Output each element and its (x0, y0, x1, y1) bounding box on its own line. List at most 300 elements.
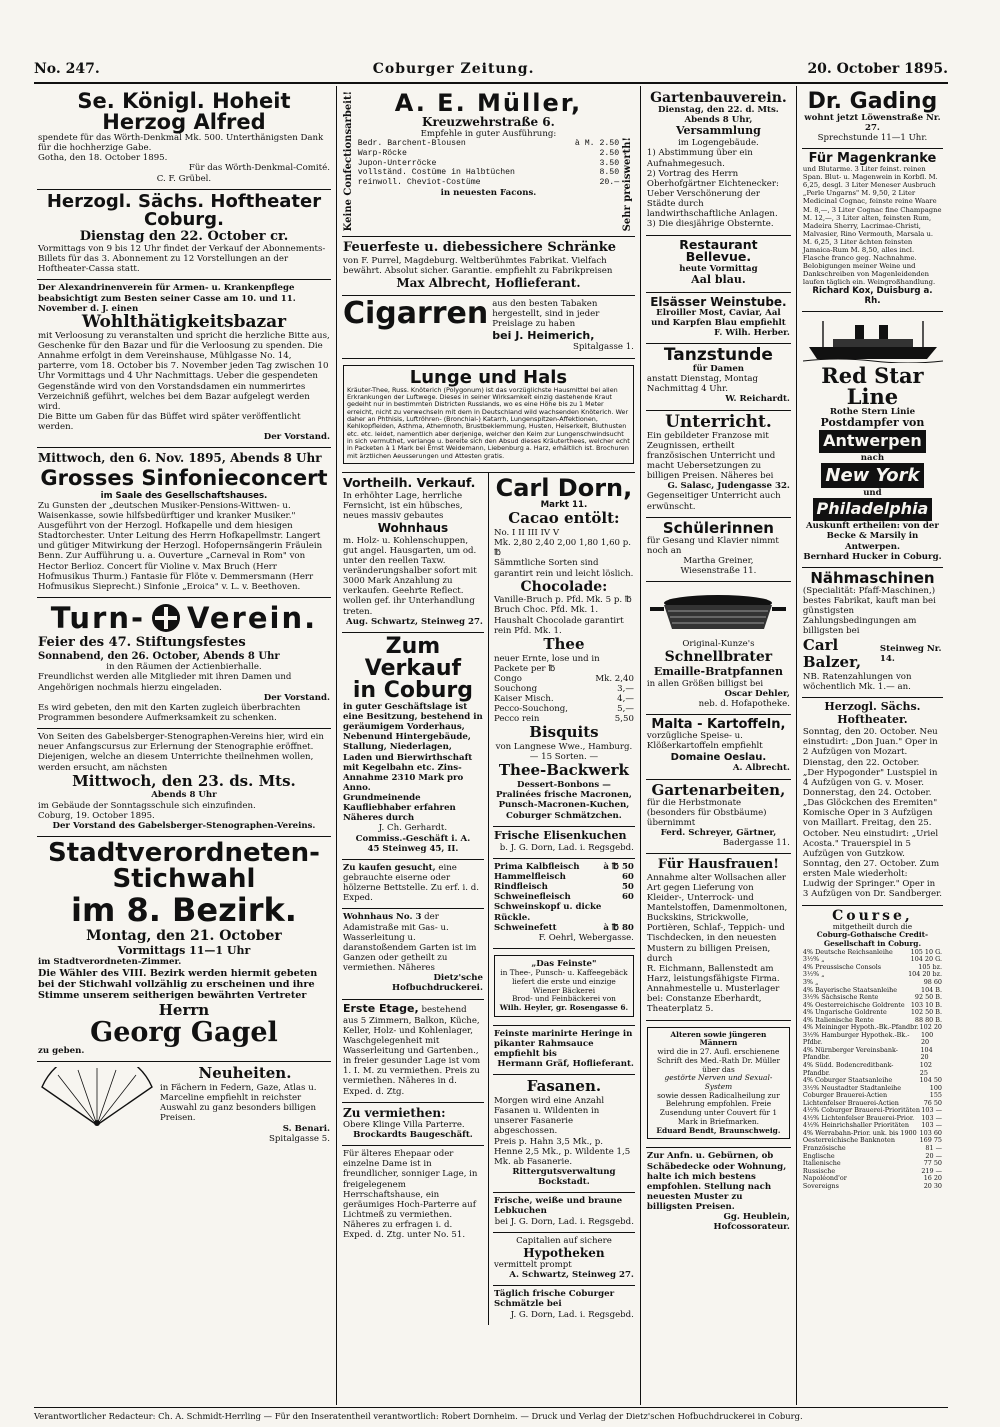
ad-signature: Wiesenstraße 11. (680, 566, 757, 577)
ad-name: bei J. Heimerich, (492, 328, 595, 342)
ad-dr-gading (802, 88, 943, 149)
ad-text: Aal blau. (691, 272, 746, 286)
ad-signature: A. Schwartz, Steinweg 27. (509, 1270, 634, 1281)
course-value: 76 50 (923, 1098, 942, 1107)
ad-title2: Hypotheken (523, 1245, 605, 1260)
ad-title: Zu kaufen gesucht, (342, 862, 436, 873)
ad-title: Lunge und Hals (409, 366, 568, 388)
ad-house: Wohnhaus (377, 521, 449, 536)
ad-neuheiten (37, 1062, 331, 1149)
column-1 (32, 86, 336, 1405)
ad-signature: Hermann Gräf, Hoflieferant. (497, 1059, 634, 1070)
bisc-text: von Langnese Wwe., Hamburg. — 15 Sorten. — (495, 742, 633, 763)
ad-date: Dienstag, den 22. d. Mts. Abends 8 Uhr, (658, 105, 779, 126)
course-value: 104 20 G. (910, 955, 942, 964)
ad-text: Die Bitte um Gaben für das Büffet wird später veröffentlicht werden. (38, 412, 301, 433)
ad-turnverein (37, 598, 331, 729)
course-value: 105 10 G. (910, 947, 942, 956)
ad-stenographen (37, 729, 331, 837)
ad-addr: Steinweg Nr. 14. (879, 644, 942, 665)
course-name: 4% Nürnberger Vereinsbank-Pfandbr. (802, 1045, 898, 1062)
ad-title: Vortheilh. Verkauf. (342, 475, 476, 491)
course-name: 4% Coburger Staatsanleihe (802, 1076, 893, 1085)
course-name: Englische (802, 1151, 835, 1160)
course-value: 219 — (921, 1166, 942, 1175)
ad-title: Frische Elisenkuchen (493, 828, 627, 842)
ad-title: im 8. Bezirk. (71, 890, 297, 929)
ad-text: Obere Klinge Villa Parterre. (342, 1119, 465, 1130)
ad-stichwahl (37, 837, 331, 1062)
ad-mueller (342, 88, 635, 237)
ad-text: Grundmeinende Kaufliebhaber erfahren Näheres durch (342, 793, 456, 824)
ad-signature: Martha Greiner, (683, 556, 754, 567)
ad-text: wird die in 27. Aufl. erschienene Schrift des Med.-Rath Dr. Müller über das (656, 1047, 781, 1074)
ad-event: Versammlung (676, 124, 761, 138)
ad-title: Course, (832, 907, 913, 924)
issue-date: 20. October 1895. (807, 61, 948, 77)
steamship-icon (803, 317, 943, 363)
ad-herrn: Herrn (158, 1000, 210, 1019)
ad-title: Capitalien auf sichere (516, 1235, 612, 1246)
ad-fleisch (493, 859, 635, 949)
column-2-left (342, 473, 489, 1324)
meat-row: Hammelfleisch 60 (493, 871, 634, 882)
meat-row: Schweinefett à ℔ 80 (493, 922, 634, 933)
course-name: 4% Italienische Rente (802, 1015, 874, 1024)
ad-bank: Coburg-Gothaische Credit-Gesellschaft in Coburg. (816, 930, 929, 949)
ad-addr: Kreuzwehrstraße 6. (422, 115, 555, 129)
ad-addr: Markt 11. (540, 500, 588, 511)
ad-erste-etage (342, 1000, 484, 1103)
masthead (34, 58, 948, 80)
cacao-title: Cacao entölt: (508, 509, 620, 528)
ad-text: Für älteres Ehepaar oder einzelne Dame ist in freundlicher, sonniger Lage, in freigelegenem Herrschaftshause, ein geräumiges Hoch-Parterre auf Lichtmeß zu vermiethen. (342, 1149, 478, 1220)
ad-text: Elroiller Most, Caviar, Aal und Karpfen Blau empfiehlt (651, 307, 786, 328)
ad-lunge-hals (342, 359, 635, 474)
ad-title: Neuheiten. (198, 1064, 292, 1083)
ad-text: NB. Ratenzahlungen von wöchentlich Mk. 1.— an. (802, 671, 912, 693)
paper-title: Coburger Zeitung. (372, 61, 535, 77)
course-name: Lichtenfelser Brauerei-Actien (802, 1098, 899, 1107)
ad-date: Montag, den 21. October (86, 927, 282, 944)
course-table (803, 949, 942, 1191)
ad-signature: S. Benari. (282, 1123, 330, 1134)
ad-title: Cigarren (342, 296, 489, 332)
ad-date: Sonnabend, den 26. October, Abends 8 Uhr (38, 650, 280, 662)
fan-icon (38, 1067, 156, 1127)
ad-place: im Gebäude der Sonntagsschule sich einzufinden. (38, 800, 256, 811)
ad-signature: R. Eichmann, Ballenstedt am Harz, leistungsfähigste Firma. (646, 963, 780, 984)
ad-text: bestehend aus 5 Zimmern, Balkon, Küche, Keller, Holz- und Kohlenlager, Waschgelegenheit mit Wasserleitung und Gartenben., in freier gesunder Lage ist vom 1. I. M. zu vermiethen. Preis zu vermiethen. Näheres in d. Exped. d. Ztg. (342, 1004, 481, 1097)
ad-time: Sprechstunde 11—1 Uhr. (817, 133, 928, 144)
ad-tanzstunde (646, 344, 791, 411)
ad-signature: J. Ch. Gerhardt. (378, 823, 448, 834)
course-value: 100 20 (920, 1030, 934, 1047)
ad-title: Carl Dorn, (495, 474, 633, 503)
ad-text: spendete für das Wörth-Denkmal Mk. 500. Unterthänigsten Dank für die hochherzige Gabe. (38, 133, 324, 154)
ad-ehepaar (342, 1146, 484, 1245)
ad-hausfrauen (646, 854, 791, 1020)
ad-text: Morgen wird eine Anzahl Fasanen u. Wildenten in unserer Fasanerie abgeschossen. (493, 1096, 605, 1137)
ad-title: Für Hausfrauen! (657, 857, 779, 873)
course-value: 104 20 (920, 1045, 933, 1062)
ad-unterricht (646, 411, 791, 518)
ad-red-star-line (802, 312, 943, 568)
roasting-pan-icon (648, 587, 788, 637)
cacao-grades: No. I II III IV V (493, 528, 560, 539)
back-title: Thee-Backwerk (498, 761, 629, 780)
city-new-york: New York (821, 463, 923, 488)
ad-text: für die Herbstmonate (besonders für Obstbäume) übernimmt (646, 797, 767, 828)
course-row (803, 971, 942, 979)
course-name: 3½% Hamburger Hypothek.-Bk.-Pfdbr. (802, 1030, 910, 1047)
ad-end: zu geben. (38, 1046, 85, 1057)
ad-signature: Der Vorstand. (263, 432, 330, 443)
meat-row: Prima Kalbfleisch à ℔ 50 (493, 861, 634, 872)
course-value: 77 50 (923, 1159, 942, 1168)
ad-title: Gartenarbeiten, (651, 780, 786, 799)
ad-signature: G. Salasc, Judengasse 32. (667, 481, 790, 492)
thee-row: Souchong 3,— (493, 683, 634, 694)
ad-herzog-alfred (37, 88, 331, 190)
ad-signature: b. J. G. Dorn, Lad. i. Regsgebd. (499, 842, 634, 853)
ad-title: Frische, weiße und braune Lebkuchen (493, 1196, 623, 1217)
ad-place: Gotha, den 18. October 1895. (38, 153, 168, 164)
ad-text: aus den besten Tabaken hergestellt, sind in jeder Preislage zu haben (492, 299, 600, 330)
ad-text: heute Vormittag (679, 263, 758, 274)
meat-row: Rindfleisch 50 (493, 882, 634, 893)
candidate-name: Georg Gagel (90, 1017, 278, 1049)
ad-text: sowie dessen Radicalheilung zur Belehrung empfohlen. Freie Zusendung unter Couvert für 1 Mark in Briefmarken. (657, 1090, 780, 1126)
ad-text: in allen Größen billigst bei (646, 678, 764, 689)
back-text: Dessert-Bonbons — Pralinées frische Macronen, Punsch-Macronen-Kuchen, Coburger Schmätzchen. (495, 780, 632, 821)
ad-signature: bei J. G. Dorn, Lad. i. Regsgebd. (494, 1216, 634, 1227)
course-name: 4% Deutsche Reichsanleihe (802, 947, 893, 956)
ad-title2: Emaille-Bratpfannen (653, 664, 783, 678)
ad-text: Von Seiten des Gabelsberger-Stenographen-Vereins hier, wird ein neuer Anfangscursus zur Erlernung der Stenographie eröffnet. Diejenigen, welche an diesem Unterrichte theilnehmen wollen, werden ersucht, am nächsten (38, 732, 324, 773)
course-name: Oesterreichische Banknoten (802, 1136, 895, 1145)
ad-signature: Aug. Schwartz, Steinweg 27. (346, 616, 483, 627)
ad-place: im Saale des Gesellschaftshauses. (100, 490, 268, 501)
ad-item: 1) Abstimmung über ein Aufnahmegesuch. (646, 148, 753, 169)
ad-signature: Coburg, 19. October 1895. (38, 810, 155, 821)
course-name: Coburger Brauerei-Actien (802, 1091, 888, 1100)
city-antwerpen: Antwerpen (819, 430, 926, 453)
ad-text: von F. Purrel, Magdeburg. Weltberühmtes Fabrikat. Vielfach bewährt. Absolut sicher. Garantie. empfiehlt zu Fabrikpreisen (342, 255, 613, 276)
ad-signature: Annahmestelle u. Musterlager bei: Constanze Eberhardt, Theaterplatz 5. (646, 984, 780, 1015)
masthead-rule (34, 82, 948, 84)
thee-row: Pecco rein 5,50 (493, 714, 634, 725)
ad-item: 2) Vortrag des Herrn Oberhofgärtner Eichtenecker: Ueber Verschönerung der Städte durch landwirthschaftliche Anlagen. (646, 168, 779, 220)
course-name: Sovereigns (802, 1181, 839, 1190)
ad-title-a: Turn- (50, 600, 146, 635)
column-3 (640, 86, 796, 1405)
ad-fasanen (493, 1075, 635, 1193)
ad-signature: Badergasse 11. (722, 838, 790, 849)
choc-item: Bruch Choc. Pfd. Mk. 1. (493, 605, 599, 616)
footer-text: Verantwortlicher Redacteur: Ch. A. Schmidt-Herrling — Für den Inseratentheil verantwortlich: Robert Dornheim. — Druck und Verlag der Dietz'schen Hofbuchdruckerei in Coburg. (34, 1411, 803, 1421)
ad-signature: Gg. Heublein, Hofcossorateur. (713, 1212, 790, 1233)
ad-heringe (493, 1026, 635, 1076)
ad-title: Täglich frische Coburger Schmätzle bei (493, 1289, 615, 1310)
ad-title: Grosses Sinfonieconcert (40, 465, 328, 490)
ad-signature: W. Reichardt. (725, 394, 790, 405)
course-value: 102 50 B. (910, 1008, 942, 1017)
ad-date: Mittwoch, den 6. Nov. 1895, Abends 8 Uhr (38, 451, 322, 466)
course-name: 4% Bayerische Staatsanleihe (802, 985, 897, 994)
course-row (803, 1047, 942, 1062)
ad-text: Zur Anfn. u. Gebürnen, ob Schäbedecke oder Wohnung, halte ich mich bestens empfohlen. Stellung nach neuesten Muster zu billigsten Preisen. (646, 1151, 787, 1213)
course-name: 4½% Lichtenfelser Brauerei-Prior. (802, 1113, 915, 1122)
ad-text: mit Verloosung zu veranstalten und spricht die herzliche Bitte aus, Geschenke für den Bazar und für die Verloosung zu spenden. Die Annahme erfolgt in dem Vereinshause, Mühlgasse No. 14, parterre, vom 18. October bis 7. November jeden Tag zwischen 10 Uhr Vormittags und 4 Uhr Nachmittags. Ueber die gespendeten Gegenstände wird von den Vorstandsdamen ein nummerirtes Verzeichniß geführt, welches bei dem Bazar aufgelegt werden wird. (38, 330, 330, 412)
ad-signature: Eduard Bendt, Braunschweig. (656, 1125, 781, 1135)
ad-title: Zu vermiethen: (342, 1105, 446, 1120)
ad-nach: nach (860, 452, 885, 463)
course-value: 103 — (921, 1106, 942, 1115)
cacao-prices: Mk. 2,80 2,40 2,00 1,80 1,60 p. ℔ (493, 538, 631, 559)
ad-title: Wohlthätigkeitsbazar (81, 311, 287, 332)
ad-signature: Der Vorstand. (263, 692, 330, 703)
ad-head: Original-Kunze's (682, 639, 755, 650)
ad-title-b: Verein. (187, 600, 318, 635)
ad-text: In erhöhter Lage, herrliche Fernsicht, ist ein hübsches, neues massiv gebautes (342, 490, 463, 522)
ad-text: Preis p. Hahn 3,5 Mk., p. Henne 2,5 Mk., p. Wildente 1,5 Mk. ab Fasanerie. (493, 1136, 631, 1167)
course-name: 4½% Coburger Brauerei-Prioritäten (802, 1106, 920, 1115)
ad-foot: in neuesten Facons. (440, 187, 537, 198)
price-row: Bedr. Barchent-Blousen à M. 2.50 (357, 139, 620, 149)
ad-title: Feuerfeste u. diebessichere Schränke (342, 240, 617, 256)
ad-signature: Oscar Dehler, (724, 689, 790, 700)
ad-title: Fasanen. (526, 1077, 602, 1096)
bisc-title: Bisquits (529, 723, 599, 742)
choc-item: Haushalt Chocolade garantirt rein Pfd. Mk. 1. (493, 615, 624, 636)
meat-row: Schweinskopf u. dicke Rückle. (493, 902, 602, 923)
ad-text: vermittelt prompt (493, 1259, 572, 1270)
price-row: vollständ. Costüme in Halbtüchen 8.50 (357, 168, 620, 178)
ad-title: in Coburg (352, 677, 474, 703)
ad-date: Mittwoch, den 23. ds. Mts. (72, 771, 296, 790)
thee-row: Pecco-Souchong, 5,— (493, 704, 634, 715)
ad-text: Feinste marinirte Heringe in pikanter Rahmsauce empfiehlt bis (493, 1028, 633, 1060)
course-value: 104 50 (919, 1076, 942, 1085)
ad-title: Stadtverordneten- (48, 837, 320, 868)
course-value: 105 bz. (918, 962, 942, 971)
course-value: 81 — (925, 1143, 942, 1152)
ad-time: Abends 8 Uhr (151, 790, 217, 801)
ad-addr: wohnt jetzt Löwenstraße Nr. 27. (804, 113, 941, 134)
price-row: Jupon-Unterröcke 3.50 (357, 158, 620, 168)
course-name: 4% Oesterreichische Goldrente (802, 1000, 905, 1009)
ad-schnellbrater (646, 582, 791, 715)
ad-signature: F. Wilh. Herber. (714, 327, 790, 338)
course-name: 3½% Neustadter Stadtanleihe (802, 1083, 902, 1092)
thee-text: neuer Ernte, lose und in Packete per ℔ (493, 653, 600, 674)
course-name: 4% Werrabahn-Prior. unk. bis 1900 (802, 1128, 917, 1137)
columns (32, 86, 948, 1405)
course-value: 88 80 B. (914, 1015, 942, 1024)
ad-text: für Gesang und Klavier nimmt noch an (646, 535, 779, 556)
ad-head: Der Alexandrinenverein für Armen- u. Krankenpflege beabsichtigt zum Besten seiner Casse am 10. und 11. November d. J. einen (38, 283, 296, 314)
ad-das-feinste (493, 949, 635, 1026)
ad-signature: Spitalgasse 5. (269, 1133, 330, 1144)
ad-text: vorzügliche Speise- u. Klößerkartoffeln empfiehlt (646, 731, 763, 752)
ad-bazar (37, 280, 331, 448)
meat-row: Schweinefleisch 60 (493, 892, 634, 903)
choc-title: Chocolade: (520, 578, 608, 595)
ad-title: Nähmaschinen (810, 568, 935, 587)
thee-title: Thee (543, 634, 585, 653)
ad-title: Tanzstunde (663, 345, 773, 366)
ad-text: anstatt Dienstag, Montag Nachmittag 4 Uhr. (646, 374, 759, 395)
ad-text: Die Wähler des VIII. Bezirk werden hiermit gebeten bei der Stichwahl vollzählig zu erscheinen und ihre Stimme unserem seitherigen bewährten Vertreter (38, 967, 318, 1002)
ad-text: Kräuter-Thee, Russ. Knöterich (Polygonum) ist das vorzüglichste Hausmittel bei allen Erkrankungen der Luftwege. Dieses in seiner Wirksamkeit einzig dastehende Kraut gedeiht nur in bestimmten Districten Russlands, wo es eine Höhe bis zu 1 Meter erreicht, nicht zu verwechseln mit dem in Deutschland wild wachsenden Knöterich. Wer daher an Phthisis, Luftröhren- (Bronchial-) Katarrh, Lungenspitzen-Affektionen, Kehlkopfleiden, Asthma, Athemnoth, Brustbeklemmung, Husten, Heiserkeit, Bluthusten etc. etc. leidet, namentlich aber derjenige, welcher den Keim zur Lungenschwindsucht in sich vermuthet, verlange u. bereite sich den Absud dieses Kräuterthees, welcher echt in Packeten à 1 Mark bei Ernst Weidemann, Liebenburg a. Harz, erhältlich ist. Brochuren mit ärztlichen Aeusserungen und Attesten gratis. (346, 385, 630, 460)
ad-capitalien (493, 1233, 635, 1287)
course-name: 4½% Heinrichshaller Prioritäten (802, 1121, 909, 1130)
course-value: 100 (929, 1083, 942, 1092)
course-value: 98 60 (923, 977, 942, 986)
course-name: 3½% „ (802, 955, 825, 964)
ad-text: der Adamistraße mit Gas- u. Wasserleitung u. daranstoßendem Garten ist im Ganzen oder getheilt zu vermiethen. Näheres (342, 912, 477, 974)
price-list (358, 139, 619, 187)
ad-hoftheater-programm (802, 698, 943, 905)
ad-title: Alteren sowie jüngeren Männern (670, 1029, 767, 1048)
ad-naehmaschinen (802, 568, 943, 698)
ad-text: Sonntag, den 20. October. Neu einstudirt: „Don Juan." Oper in 2 Aufzügen von Mozart. Dienstag, den 22. October. „Der Hypogonder" Lustspiel in 4 Aufzügen von G. v. Moser. Donnerstag, den 24. October. „Das Glöckchen des Eremiten" Komische Oper in 3 Aufzügen von Maillart. Freitag, den 25. October. Neu einstudirt: „Uriel Acosta." Trauerspiel in 5 Aufzügen von Gutzkow. Sonntag, den 27. October. Zum ersten Male wiederholt: Ludwig der Springer." Oper in 3 Aufzügen von Dr. Sandberger. (802, 727, 942, 900)
ad-elisenkuchen (493, 827, 635, 859)
ad-concert (37, 448, 331, 598)
ad-text: Annahme alter Wollsachen aller Art gegen Lieferung von Kleider-, Unterrock- und Mantelstoffen, Damenmoltonen, Buckskins, Strickwolle, Portièren, Schlaf-, Teppich- und Tischdecken, in den neuesten Mustern zu billigen Preisen, durch (646, 872, 788, 964)
course-value: 103 — (921, 1121, 942, 1130)
ad-schuelerinnen (646, 518, 791, 583)
ad-text: Brod- und Feinbäckerei von (511, 994, 616, 1004)
ad-signature: Der Vorstand des Gabelsberger-Stenographen-Vereins. (52, 820, 316, 831)
ad-signature: Bernhard Hucker in Coburg. (803, 551, 942, 562)
ad-vortheilh-verkauf (342, 473, 484, 633)
ad-title: Restaurant Bellevue. (679, 236, 758, 265)
ad-zum-verkauf (342, 633, 484, 860)
thee-row: Congo Mk. 2,40 (493, 673, 634, 684)
ad-feier: Feier des 47. Stiftungsfestes (38, 635, 246, 651)
course-value: 92 50 B. (914, 993, 942, 1002)
course-value: 155 (929, 1091, 942, 1100)
ad-heublein (646, 1148, 791, 1237)
ad-signature: A. Albrecht. (732, 763, 790, 774)
ad-title: Red Star Line (821, 362, 924, 409)
ad-title: Wohnhaus No. 3 (342, 912, 422, 923)
ad-title: Herzogl. Sächs. Hoftheater Coburg. (46, 190, 322, 230)
ad-text: m. Holz- u. Kohlenschuppen, gut angel. Hausgarten, um od. unter den reellen Taxw. veränderungshalber sofort mit 3000 Mark Anzahlung zu verkaufen. Geehrte Reflect. wollen gef. ihr Unterhandlung treten. (342, 535, 477, 617)
ad-text: Vormittags von 9 bis 12 Uhr findet der Verkauf der Abonnements-Billets für das 3. Abonnement zu 12 Vorstellungen an der Hoftheater-Cassa statt. (38, 244, 326, 275)
course-row (803, 1062, 942, 1077)
ad-zu-vermiethen (342, 1103, 484, 1146)
ad-place: im Stadtverordneten-Zimmer. (38, 957, 182, 968)
ad-signature: Domaine Oeslau. (670, 751, 767, 763)
ad-title: Herzogl. Sächs. Hoftheater. (824, 700, 921, 727)
ad-signature: Dietz'sche Hofbuchdruckerei. (391, 973, 483, 994)
ad-lebkuchen (493, 1193, 635, 1232)
ad-place: in den Räumen der Actienbierhalle. (106, 662, 262, 673)
ad-gartenbauverein (646, 88, 791, 236)
ad-und: und (863, 488, 882, 499)
course-value: 102 20 (919, 1023, 942, 1032)
ad-title: Erste Etage, (342, 1001, 419, 1015)
course-name: 4% Ungarische Goldrente (802, 1008, 887, 1017)
ad-course (802, 906, 943, 1196)
course-name: Französische (802, 1143, 846, 1152)
ad-date: Dienstag den 22. October cr. (79, 228, 289, 244)
ad-schmaetzle (493, 1286, 635, 1324)
course-value: 16 20 (923, 1174, 942, 1183)
ad-title: Dr. Gading (807, 89, 938, 114)
course-name: 3½% Sächsische Rente (802, 993, 879, 1002)
ad-zu-kaufen (342, 860, 484, 910)
ad-cigarren (342, 296, 635, 359)
ad-malta (646, 715, 791, 779)
course-value: 103 60 (919, 1128, 942, 1137)
ad-signature: Richard Kox, Duisburg a. Rh. (812, 285, 933, 306)
ad-text: Zu Gunsten der „deutschen Musiker-Pensions-Wittwen- u. Waisenkasse, sowie hilfsbedürftiger und kranker Musiker." Ausgeführt von der Herzogl. Hofkapelle und dem hiesigen Stadtorchester. Unter Leitung des Herrn Hofkapellmstr. Langert und gütiger Mitwirkung der Herzogl. Hofopernsängerin Fräulein Benn. Zur Aufführung u. a. Ouverture „Carneval in Rom" von Hector Berlioz. Concert für Violine v. Max Bruch (Herr Hofmusikus Thurm.) Fantasie für Flöte v. Demmersmann (Herr Hofmusikus Sieprecht.) Sinfonie „Eroica" v. L. v. Beethoven. (38, 500, 323, 592)
ad-side-label: Sehr preiswerth! (622, 137, 634, 232)
course-value: 103 10 B. (910, 1000, 942, 1009)
ad-signature: F. Oehrl, Webergasse. (538, 932, 634, 943)
ad-post: Postdampfer von (820, 416, 925, 430)
ad-title: Stichwahl (112, 863, 256, 894)
course-name: 3½% „ (802, 970, 825, 979)
ad-title: Unterricht. (665, 411, 772, 432)
ad-text: in Fächern in Federn, Gaze, Atlas u. Marceline empfiehlt in reichster Auswahl zu ganz besonders billigen Preisen. (160, 1083, 317, 1124)
city-philadelphia: Philadelphia (813, 498, 933, 521)
ad-text: in Thee-, Punsch- u. Kaffeegebäck liefert die erste und einzige Wiener Bäckerei (500, 968, 628, 995)
ad-title: Gartenbauverein. (650, 90, 787, 106)
ad-signature: Rittergutsverwaltung Bockstadt. (512, 1166, 616, 1188)
ad-title: Zum Verkauf (364, 633, 462, 681)
ad-sub: mitgetheilt durch die (832, 921, 913, 931)
column-4 (796, 86, 948, 1405)
ad-time: Vormittags 11—1 Uhr (117, 943, 251, 957)
ad-signature: Brockardts Baugeschäft. (353, 1129, 473, 1140)
ad-signature: Für das Wörth-Denkmal-Comité. (188, 163, 330, 174)
course-name: Napoléond'or (802, 1174, 847, 1183)
course-row (803, 1032, 942, 1047)
course-name: 4% Südd. Bodencreditbank-Pfandbr. (802, 1060, 894, 1077)
ad-item: 3) Die diesjährige Obsternte. (646, 219, 774, 230)
course-value: 20 30 (923, 1181, 942, 1190)
course-name: Italienische (802, 1159, 841, 1168)
ad-place: im Logengebäude. (678, 138, 759, 149)
course-name: 4% Preussische Consols (802, 962, 882, 971)
ad-magenkranke (802, 149, 943, 312)
page-footer (34, 1407, 948, 1421)
ad-signature: C. F. Grübel. (156, 173, 212, 184)
column-2-split (342, 473, 635, 1324)
ad-title: Elsässer Weinstube. (650, 294, 787, 309)
ad-title: Für Magenkranke (808, 151, 937, 167)
ad-signature: Max Albrecht, Hoflieferant. (396, 275, 581, 290)
ad-signature: J. G. Dorn, Lad. i. Regsgebd. (510, 1309, 634, 1320)
ad-title: Schülerinnen (662, 518, 774, 537)
ad-signature: neb. d. Hofapotheke. (698, 699, 790, 710)
ad-title: Se. Königl. Hoheit Herzog Alfred (77, 89, 291, 134)
course-value: 104 20 bz. (908, 970, 942, 979)
ad-schraenke (342, 237, 635, 296)
ad-script: gestörte Nerven und Sexual-System (664, 1073, 773, 1091)
course-value: 103 — (921, 1113, 942, 1122)
ad-restaurant-bellevue (646, 236, 791, 293)
price-row: reinwoll. Cheviot-Costüme 20.— (357, 177, 620, 187)
course-value: 20 — (925, 1151, 942, 1160)
ad-text: Gegenseitiger Unterricht auch erwünscht. (646, 491, 781, 512)
thee-row: Kaiser Misch. 4,— (493, 694, 634, 705)
